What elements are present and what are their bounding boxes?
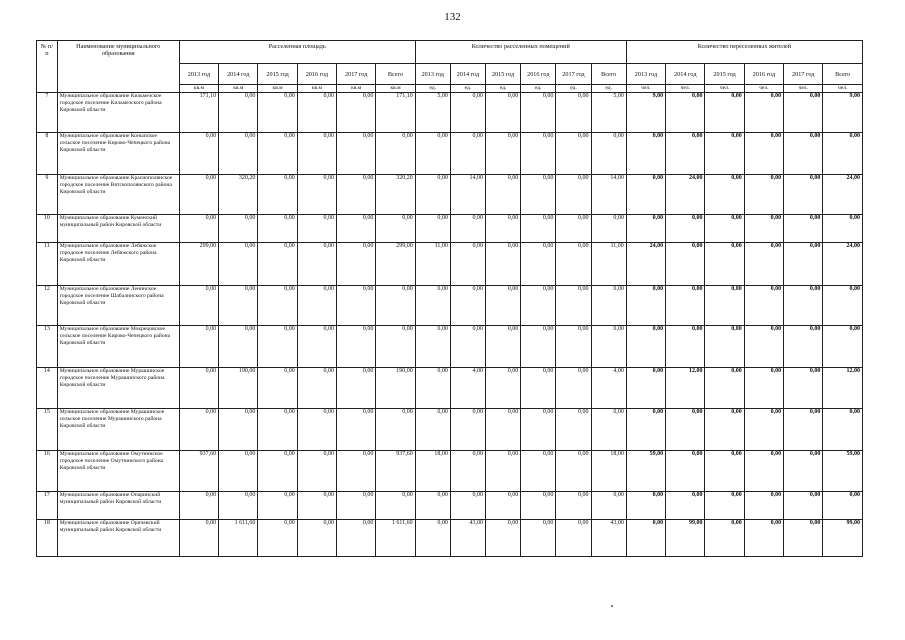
row-number: 9 xyxy=(37,175,58,215)
people-value: 0,00 xyxy=(784,286,823,326)
people-value: 0,00 xyxy=(744,451,783,492)
area-value: 299,00 xyxy=(376,243,415,286)
municipality-name: Муниципальное образование Омутнинское городское поселение Омутнинского района Кировской области xyxy=(57,451,179,492)
rooms-value: 0,00 xyxy=(521,409,556,451)
header-year: Всего xyxy=(376,64,415,85)
people-value: 0,00 xyxy=(744,492,783,520)
resettlement-table xyxy=(36,40,863,557)
area-value: 0,00 xyxy=(258,243,297,286)
header-year: 2015 год xyxy=(258,64,297,85)
people-value: 0,00 xyxy=(705,243,744,286)
row-number: 16 xyxy=(37,451,58,492)
rooms-value: 0,00 xyxy=(556,243,591,286)
header-unit: ед. xyxy=(521,85,556,93)
header-name: Наименование муниципального образования xyxy=(57,41,179,93)
rooms-value: 0,00 xyxy=(486,409,521,451)
rooms-value: 0,00 xyxy=(450,93,485,133)
header-unit: чел. xyxy=(784,85,823,93)
rooms-value: 11,00 xyxy=(591,243,626,286)
rooms-value: 0,00 xyxy=(450,326,485,368)
table-row xyxy=(37,133,863,175)
rooms-value: 11,00 xyxy=(415,243,450,286)
people-value: 0,00 xyxy=(823,215,863,243)
area-value: 0,00 xyxy=(258,520,297,557)
rooms-value: 0,00 xyxy=(486,133,521,175)
rooms-value: 5,00 xyxy=(591,93,626,133)
rooms-value: 0,00 xyxy=(450,243,485,286)
area-value: 0,00 xyxy=(337,326,376,368)
rooms-value: 0,00 xyxy=(556,93,591,133)
header-year: Всего xyxy=(823,64,863,85)
people-value: 0,00 xyxy=(744,520,783,557)
rooms-value: 0,00 xyxy=(591,409,626,451)
rooms-value: 0,00 xyxy=(591,133,626,175)
rooms-value: 0,00 xyxy=(450,409,485,451)
area-value: 0,00 xyxy=(376,326,415,368)
header-num: № п/п xyxy=(37,41,58,93)
people-value: 0,00 xyxy=(823,409,863,451)
area-value: 937,60 xyxy=(376,451,415,492)
rooms-value: 0,00 xyxy=(556,451,591,492)
people-value: 12,00 xyxy=(823,368,863,409)
area-value: 171,10 xyxy=(179,93,218,133)
header-unit: чел. xyxy=(626,85,665,93)
area-value: 0,00 xyxy=(179,492,218,520)
row-number: 15 xyxy=(37,409,58,451)
area-value: 0,00 xyxy=(258,451,297,492)
people-value: 0,00 xyxy=(784,368,823,409)
municipality-name: Муниципальное образование Оричевский муниципальный район Кировской области xyxy=(57,520,179,557)
municipality-name: Муниципальное образование Куменский муниципальный район Кировской области xyxy=(57,215,179,243)
people-value: 0,00 xyxy=(626,326,665,368)
table-row xyxy=(37,175,863,215)
people-value: 0,00 xyxy=(666,93,705,133)
people-value: 0,00 xyxy=(626,175,665,215)
header-year: 2016 год xyxy=(744,64,783,85)
rooms-value: 0,00 xyxy=(591,215,626,243)
table-row xyxy=(37,326,863,368)
people-value: 0,00 xyxy=(744,286,783,326)
rooms-value: 0,00 xyxy=(521,492,556,520)
people-value: 0,00 xyxy=(823,326,863,368)
area-value: 0,00 xyxy=(297,451,336,492)
rooms-value: 0,00 xyxy=(486,175,521,215)
rooms-value: 0,00 xyxy=(415,326,450,368)
people-value: 24,00 xyxy=(823,175,863,215)
people-value: 59,00 xyxy=(823,451,863,492)
area-value: 0,00 xyxy=(258,93,297,133)
header-unit: кв.м xyxy=(219,85,258,93)
people-value: 0,00 xyxy=(744,175,783,215)
area-value: 0,00 xyxy=(219,133,258,175)
people-value: 0,00 xyxy=(705,215,744,243)
rooms-value: 0,00 xyxy=(521,286,556,326)
header-year: 2017 год xyxy=(556,64,591,85)
people-value: 0,00 xyxy=(626,409,665,451)
people-value: 0,00 xyxy=(744,409,783,451)
people-value: 0,00 xyxy=(784,243,823,286)
header-unit: ед. xyxy=(486,85,521,93)
municipality-name: Муниципальное образование Коныпское сельское поселение Кирово-Чепецкого района Кировской области xyxy=(57,133,179,175)
table-row xyxy=(37,492,863,520)
people-value: 12,00 xyxy=(666,368,705,409)
area-value: 0,00 xyxy=(179,326,218,368)
rooms-value: 18,00 xyxy=(415,451,450,492)
rooms-value: 0,00 xyxy=(450,286,485,326)
people-value: 0,00 xyxy=(705,133,744,175)
area-value: 320,20 xyxy=(219,175,258,215)
rooms-value: 4,00 xyxy=(450,368,485,409)
people-value: 0,00 xyxy=(626,215,665,243)
row-number: 8 xyxy=(37,133,58,175)
rooms-value: 0,00 xyxy=(415,520,450,557)
area-value: 0,00 xyxy=(179,409,218,451)
header-group: Количество расселенных помещений xyxy=(415,41,626,64)
area-value: 0,00 xyxy=(376,133,415,175)
people-value: 24,00 xyxy=(666,175,705,215)
rooms-value: 0,00 xyxy=(450,451,485,492)
rooms-value: 18,00 xyxy=(591,451,626,492)
rooms-value: 0,00 xyxy=(556,286,591,326)
rooms-value: 0,00 xyxy=(415,368,450,409)
people-value: 0,00 xyxy=(823,286,863,326)
people-value: 9,00 xyxy=(823,93,863,133)
header-unit: чел. xyxy=(705,85,744,93)
area-value: 0,00 xyxy=(297,368,336,409)
rooms-value: 0,00 xyxy=(556,215,591,243)
people-value: 0,00 xyxy=(705,175,744,215)
row-number: 18 xyxy=(37,520,58,557)
area-value: 0,00 xyxy=(297,243,336,286)
people-value: 0,00 xyxy=(744,368,783,409)
table-row xyxy=(37,409,863,451)
people-value: 0,00 xyxy=(705,368,744,409)
rooms-value: 4,00 xyxy=(591,368,626,409)
people-value: 0,00 xyxy=(705,93,744,133)
municipality-name: Муниципальное образование Лебяжское городское поселение Лебяжского района Кировской области xyxy=(57,243,179,286)
municipality-name: Муниципальное образование Мокрецовское сельское поселение Кирово-Чепецкого района Кировской области xyxy=(57,326,179,368)
area-value: 0,00 xyxy=(337,286,376,326)
scan-speck xyxy=(611,605,613,607)
header-year: Всего xyxy=(591,64,626,85)
rooms-value: 0,00 xyxy=(521,175,556,215)
table-row xyxy=(37,215,863,243)
area-value: 0,00 xyxy=(179,286,218,326)
municipality-name: Муниципальное образование Кильмезское городское поселение Кильмезского района Кировской области xyxy=(57,93,179,133)
people-value: 0,00 xyxy=(666,492,705,520)
rooms-value: 0,00 xyxy=(556,368,591,409)
area-value: 0,00 xyxy=(337,451,376,492)
people-value: 0,00 xyxy=(626,492,665,520)
area-value: 0,00 xyxy=(258,286,297,326)
area-value: 0,00 xyxy=(376,215,415,243)
area-value: 0,00 xyxy=(219,215,258,243)
people-value: 0,00 xyxy=(666,133,705,175)
area-value: 0,00 xyxy=(179,215,218,243)
rooms-value: 0,00 xyxy=(415,286,450,326)
header-year: 2013 год xyxy=(179,64,218,85)
row-number: 14 xyxy=(37,368,58,409)
people-value: 0,00 xyxy=(784,326,823,368)
area-value: 0,00 xyxy=(376,492,415,520)
rooms-value: 0,00 xyxy=(521,326,556,368)
rooms-value: 14,00 xyxy=(450,175,485,215)
municipality-name: Муниципальное образование Ленинское городское поселение Шабалинского района Кировской области xyxy=(57,286,179,326)
header-year: 2016 год xyxy=(521,64,556,85)
rooms-value: 5,00 xyxy=(415,93,450,133)
area-value: 0,00 xyxy=(297,133,336,175)
rooms-value: 0,00 xyxy=(486,215,521,243)
area-value: 190,00 xyxy=(376,368,415,409)
rooms-value: 0,00 xyxy=(556,409,591,451)
people-value: 0,00 xyxy=(666,243,705,286)
area-value: 937,60 xyxy=(179,451,218,492)
rooms-value: 0,00 xyxy=(486,520,521,557)
people-value: 0,00 xyxy=(705,286,744,326)
people-value: 99,00 xyxy=(666,520,705,557)
people-value: 9,00 xyxy=(626,93,665,133)
people-value: 24,00 xyxy=(823,243,863,286)
header-unit: кв.м xyxy=(258,85,297,93)
area-value: 0,00 xyxy=(337,93,376,133)
header-unit: кв.м xyxy=(297,85,336,93)
people-value: 0,00 xyxy=(784,133,823,175)
area-value: 0,00 xyxy=(376,286,415,326)
area-value: 299,00 xyxy=(179,243,218,286)
rooms-value: 0,00 xyxy=(415,133,450,175)
people-value: 24,00 xyxy=(626,243,665,286)
header-unit: кв.м xyxy=(337,85,376,93)
header-row-groups xyxy=(37,41,863,64)
area-value: 0,00 xyxy=(219,286,258,326)
row-number: 7 xyxy=(37,93,58,133)
area-value: 0,00 xyxy=(219,93,258,133)
rooms-value: 0,00 xyxy=(521,451,556,492)
rooms-value: 0,00 xyxy=(450,133,485,175)
people-value: 0,00 xyxy=(666,286,705,326)
rooms-value: 0,00 xyxy=(556,492,591,520)
area-value: 0,00 xyxy=(297,215,336,243)
people-value: 0,00 xyxy=(784,175,823,215)
area-value: 0,00 xyxy=(337,368,376,409)
municipality-name: Муниципальное образование Мурашинское сельское поселение Мурашинского района Кировской области xyxy=(57,409,179,451)
rooms-value: 0,00 xyxy=(521,215,556,243)
area-value: 0,00 xyxy=(258,175,297,215)
rooms-value: 0,00 xyxy=(591,286,626,326)
people-value: 0,00 xyxy=(705,520,744,557)
rooms-value: 14,00 xyxy=(591,175,626,215)
area-value: 0,00 xyxy=(179,368,218,409)
header-group: Количество переселенных жителей xyxy=(626,41,862,64)
area-value: 0,00 xyxy=(258,133,297,175)
area-value: 0,00 xyxy=(219,492,258,520)
header-unit: чел. xyxy=(823,85,863,93)
people-value: 0,00 xyxy=(705,492,744,520)
rooms-value: 0,00 xyxy=(521,93,556,133)
area-value: 1 611,60 xyxy=(219,520,258,557)
area-value: 320,20 xyxy=(376,175,415,215)
people-value: 0,00 xyxy=(744,133,783,175)
page-number: 132 xyxy=(444,11,461,23)
people-value: 0,00 xyxy=(784,451,823,492)
header-year: 2014 год xyxy=(666,64,705,85)
rooms-value: 0,00 xyxy=(486,286,521,326)
people-value: 0,00 xyxy=(626,286,665,326)
people-value: 0,00 xyxy=(626,133,665,175)
people-value: 0,00 xyxy=(784,409,823,451)
header-year: 2013 год xyxy=(626,64,665,85)
area-value: 0,00 xyxy=(219,243,258,286)
people-value: 0,00 xyxy=(784,520,823,557)
rooms-value: 0,00 xyxy=(591,492,626,520)
people-value: 0,00 xyxy=(744,243,783,286)
area-value: 0,00 xyxy=(337,409,376,451)
table-row xyxy=(37,368,863,409)
area-value: 0,00 xyxy=(337,243,376,286)
rooms-value: 0,00 xyxy=(450,492,485,520)
area-value: 0,00 xyxy=(179,133,218,175)
table-row xyxy=(37,93,863,133)
people-value: 0,00 xyxy=(626,368,665,409)
rooms-value: 0,00 xyxy=(486,451,521,492)
header-unit: кв.м xyxy=(376,85,415,93)
people-value: 0,00 xyxy=(666,409,705,451)
table-row xyxy=(37,451,863,492)
area-value: 0,00 xyxy=(258,215,297,243)
area-value: 0,00 xyxy=(258,492,297,520)
rooms-value: 0,00 xyxy=(556,326,591,368)
people-value: 59,00 xyxy=(626,451,665,492)
header-year: 2015 год xyxy=(705,64,744,85)
rooms-value: 0,00 xyxy=(521,243,556,286)
header-year: 2016 год xyxy=(297,64,336,85)
people-value: 0,00 xyxy=(666,215,705,243)
table-row xyxy=(37,520,863,557)
area-value: 0,00 xyxy=(219,326,258,368)
area-value: 0,00 xyxy=(297,409,336,451)
area-value: 0,00 xyxy=(258,368,297,409)
rooms-value: 43,00 xyxy=(591,520,626,557)
area-value: 0,00 xyxy=(297,175,336,215)
municipality-name: Муниципальное образование Опаринский муниципальный район Кировской области xyxy=(57,492,179,520)
rooms-value: 0,00 xyxy=(556,133,591,175)
rooms-value: 0,00 xyxy=(591,326,626,368)
rooms-value: 0,00 xyxy=(521,368,556,409)
rooms-value: 0,00 xyxy=(415,409,450,451)
header-year: 2014 год xyxy=(450,64,485,85)
area-value: 0,00 xyxy=(297,520,336,557)
header-year: 2015 год xyxy=(486,64,521,85)
area-value: 190,00 xyxy=(219,368,258,409)
rooms-value: 43,00 xyxy=(450,520,485,557)
header-year: 2017 год xyxy=(337,64,376,85)
table-row xyxy=(37,243,863,286)
row-number: 17 xyxy=(37,492,58,520)
area-value: 0,00 xyxy=(258,326,297,368)
header-group: Расселенная площадь xyxy=(179,41,415,64)
area-value: 0,00 xyxy=(179,520,218,557)
people-value: 0,00 xyxy=(744,326,783,368)
row-number: 11 xyxy=(37,243,58,286)
area-value: 1 611,60 xyxy=(376,520,415,557)
area-value: 0,00 xyxy=(219,409,258,451)
rooms-value: 0,00 xyxy=(521,133,556,175)
area-value: 0,00 xyxy=(337,492,376,520)
area-value: 0,00 xyxy=(219,451,258,492)
header-unit: чел. xyxy=(666,85,705,93)
area-value: 0,00 xyxy=(297,326,336,368)
rooms-value: 0,00 xyxy=(415,492,450,520)
municipality-name: Муниципальное образование Краснополянское городское поселение Вятскополянского района Кировской области xyxy=(57,175,179,215)
people-value: 0,00 xyxy=(744,93,783,133)
municipality-name: Муниципальное образование Мурашинское городское поселение Мурашинского района Кировской области xyxy=(57,368,179,409)
people-value: 0,00 xyxy=(705,451,744,492)
rooms-value: 0,00 xyxy=(556,175,591,215)
rooms-value: 0,00 xyxy=(415,175,450,215)
area-value: 0,00 xyxy=(297,93,336,133)
people-value: 0,00 xyxy=(705,409,744,451)
people-value: 99,00 xyxy=(823,520,863,557)
people-value: 0,00 xyxy=(823,133,863,175)
rooms-value: 0,00 xyxy=(415,215,450,243)
area-value: 171,10 xyxy=(376,93,415,133)
rooms-value: 0,00 xyxy=(486,492,521,520)
header-unit: ед. xyxy=(556,85,591,93)
header-year: 2013 год xyxy=(415,64,450,85)
rooms-value: 0,00 xyxy=(486,93,521,133)
header-unit: ед. xyxy=(450,85,485,93)
people-value: 0,00 xyxy=(784,215,823,243)
area-value: 0,00 xyxy=(376,409,415,451)
rooms-value: 0,00 xyxy=(486,326,521,368)
people-value: 0,00 xyxy=(666,326,705,368)
area-value: 0,00 xyxy=(179,175,218,215)
area-value: 0,00 xyxy=(337,520,376,557)
area-value: 0,00 xyxy=(297,286,336,326)
header-unit: ед. xyxy=(415,85,450,93)
area-value: 0,00 xyxy=(337,215,376,243)
row-number: 13 xyxy=(37,326,58,368)
row-number: 10 xyxy=(37,215,58,243)
header-unit: ед. xyxy=(591,85,626,93)
area-value: 0,00 xyxy=(337,175,376,215)
people-value: 0,00 xyxy=(784,492,823,520)
row-number: 12 xyxy=(37,286,58,326)
rooms-value: 0,00 xyxy=(521,520,556,557)
people-value: 0,00 xyxy=(666,451,705,492)
header-unit: чел. xyxy=(744,85,783,93)
area-value: 0,00 xyxy=(297,492,336,520)
header-year: 2017 год xyxy=(784,64,823,85)
rooms-value: 0,00 xyxy=(556,520,591,557)
rooms-value: 0,00 xyxy=(486,368,521,409)
rooms-value: 0,00 xyxy=(486,243,521,286)
header-year: 2014 год xyxy=(219,64,258,85)
rooms-value: 0,00 xyxy=(450,215,485,243)
people-value: 0,00 xyxy=(823,492,863,520)
people-value: 0,00 xyxy=(784,93,823,133)
people-value: 0,00 xyxy=(626,520,665,557)
people-value: 0,00 xyxy=(744,215,783,243)
table-row xyxy=(37,286,863,326)
area-value: 0,00 xyxy=(258,409,297,451)
people-value: 0,00 xyxy=(705,326,744,368)
header-unit: кв.м xyxy=(179,85,218,93)
area-value: 0,00 xyxy=(337,133,376,175)
